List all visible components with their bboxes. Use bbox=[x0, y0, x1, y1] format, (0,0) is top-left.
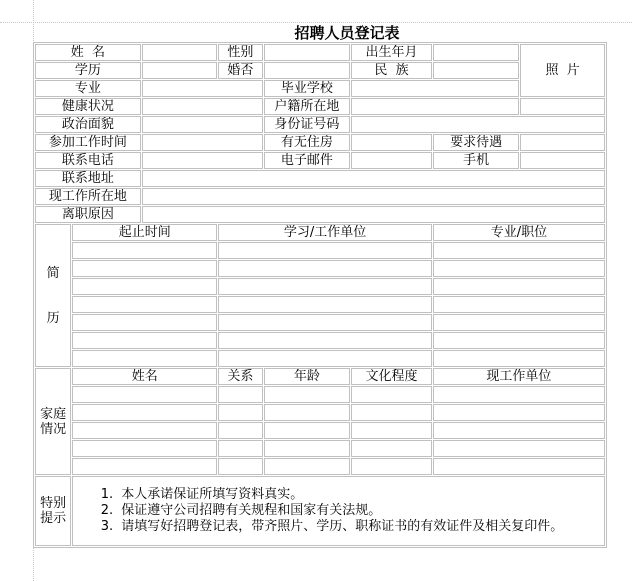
political-field[interactable] bbox=[142, 116, 263, 133]
family-age-field[interactable] bbox=[264, 440, 351, 457]
resume-period-field[interactable] bbox=[72, 332, 217, 349]
family-header-row bbox=[35, 368, 605, 385]
resume-row bbox=[35, 296, 605, 313]
row-political bbox=[35, 116, 605, 133]
row-health bbox=[35, 98, 605, 115]
work-start-label: 参加工作时间 bbox=[35, 134, 141, 151]
photo-placeholder[interactable]: 照 片 bbox=[520, 44, 605, 97]
family-workplace-field[interactable] bbox=[433, 422, 605, 439]
ethnicity-label: 民 族 bbox=[351, 62, 432, 79]
resume-position-field[interactable] bbox=[433, 350, 605, 367]
resume-position-field[interactable] bbox=[433, 260, 605, 277]
major-label: 专业 bbox=[35, 80, 141, 97]
notes-label-line2: 提示 bbox=[40, 511, 67, 526]
family-section-label bbox=[35, 368, 71, 475]
family-relation-field[interactable] bbox=[218, 440, 262, 457]
work-start-field[interactable] bbox=[142, 134, 263, 151]
health-label: 健康状况 bbox=[35, 98, 141, 115]
resume-period-field[interactable] bbox=[72, 296, 217, 313]
education-label: 学历 bbox=[35, 62, 141, 79]
row-address bbox=[35, 170, 605, 187]
family-row bbox=[35, 386, 605, 403]
marital-label: 婚否 bbox=[218, 62, 262, 79]
address-field[interactable] bbox=[142, 170, 605, 187]
resume-position-field[interactable] bbox=[433, 242, 605, 259]
title-text: 招聘人员登记表 bbox=[294, 24, 400, 42]
phone-label: 联系电话 bbox=[35, 152, 141, 169]
resume-label-line2: 历 bbox=[46, 310, 60, 326]
work-location-label: 现工作所在地 bbox=[35, 188, 141, 205]
address-label: 联系地址 bbox=[35, 170, 141, 187]
family-relation-field[interactable] bbox=[218, 386, 262, 403]
ethnicity-field[interactable] bbox=[433, 62, 520, 79]
resume-col-period: 起止时间 bbox=[72, 224, 217, 241]
id-field[interactable] bbox=[351, 116, 605, 133]
salary-field[interactable] bbox=[520, 134, 605, 151]
resume-organization-field[interactable] bbox=[218, 296, 431, 313]
note-item: 2. 保证遵守公司招聘有关规程和国家有关法规。 bbox=[117, 503, 600, 519]
id-label: 身份证号码 bbox=[264, 116, 351, 133]
family-age-field[interactable] bbox=[264, 404, 351, 421]
family-age-field[interactable] bbox=[264, 458, 351, 475]
family-relation-field[interactable] bbox=[218, 458, 262, 475]
family-education-field[interactable] bbox=[351, 404, 432, 421]
name-field[interactable] bbox=[142, 44, 218, 61]
resume-row bbox=[35, 314, 605, 331]
family-education-field[interactable] bbox=[351, 386, 432, 403]
housing-field[interactable] bbox=[351, 134, 432, 151]
family-col-workplace: 现工作单位 bbox=[433, 368, 605, 385]
work-location-field[interactable] bbox=[142, 188, 605, 205]
gender-label: 性别 bbox=[218, 44, 262, 61]
row-phone bbox=[35, 152, 605, 169]
mobile-field[interactable] bbox=[520, 152, 605, 169]
birth-label: 出生年月 bbox=[351, 44, 432, 61]
family-education-field[interactable] bbox=[351, 458, 432, 475]
family-col-relation: 关系 bbox=[218, 368, 262, 385]
family-name-field[interactable] bbox=[72, 458, 217, 475]
birth-field[interactable] bbox=[433, 44, 520, 61]
resume-period-field[interactable] bbox=[72, 260, 217, 277]
resume-col-position: 专业/职位 bbox=[433, 224, 605, 241]
family-row bbox=[35, 404, 605, 421]
row-name bbox=[35, 44, 605, 61]
family-name-field[interactable] bbox=[72, 386, 217, 403]
notes-row bbox=[35, 476, 605, 546]
resume-period-field[interactable] bbox=[72, 350, 217, 367]
resume-organization-field[interactable] bbox=[218, 260, 431, 277]
family-workplace-field[interactable] bbox=[433, 458, 605, 475]
family-age-field[interactable] bbox=[264, 422, 351, 439]
row-work-start bbox=[35, 134, 605, 151]
resume-col-organization: 学习/工作单位 bbox=[218, 224, 431, 241]
document-title bbox=[0, 23, 632, 43]
housing-label: 有无住房 bbox=[264, 134, 351, 151]
gender-field[interactable] bbox=[264, 44, 351, 61]
mobile-label: 手机 bbox=[433, 152, 520, 169]
resume-row bbox=[35, 260, 605, 277]
notes-section-label bbox=[35, 476, 71, 546]
salary-label: 要求待遇 bbox=[433, 134, 520, 151]
family-workplace-field[interactable] bbox=[433, 386, 605, 403]
registration-form-table bbox=[33, 42, 607, 548]
family-workplace-field[interactable] bbox=[433, 404, 605, 421]
resume-row bbox=[35, 350, 605, 367]
resume-label-line1: 简 bbox=[46, 265, 60, 281]
note-item: 3. 请填写好招聘登记表，带齐照片、学历、职称证书的有效证件及相关复印件。 bbox=[117, 519, 600, 535]
family-col-education: 文化程度 bbox=[351, 368, 432, 385]
notes-list bbox=[93, 487, 600, 535]
row-leave-reason bbox=[35, 206, 605, 223]
family-education-field[interactable] bbox=[351, 440, 432, 457]
resume-organization-field[interactable] bbox=[218, 350, 431, 367]
resume-position-field[interactable] bbox=[433, 332, 605, 349]
email-field[interactable] bbox=[351, 152, 432, 169]
leave-reason-label: 离职原因 bbox=[35, 206, 141, 223]
hukou-field[interactable] bbox=[351, 98, 519, 115]
school-label: 毕业学校 bbox=[264, 80, 351, 97]
family-relation-field[interactable] bbox=[218, 422, 262, 439]
phone-field[interactable] bbox=[142, 152, 263, 169]
political-label: 政治面貌 bbox=[35, 116, 141, 133]
hukou-label: 户籍所在地 bbox=[264, 98, 351, 115]
resume-position-field[interactable] bbox=[433, 314, 605, 331]
family-col-name: 姓名 bbox=[72, 368, 217, 385]
resume-row bbox=[35, 242, 605, 259]
education-field[interactable] bbox=[142, 62, 218, 79]
family-row bbox=[35, 422, 605, 439]
resume-period-field[interactable] bbox=[72, 314, 217, 331]
family-education-field[interactable] bbox=[351, 422, 432, 439]
major-field[interactable] bbox=[142, 80, 263, 97]
family-label-line2: 情况 bbox=[40, 421, 67, 437]
marital-field[interactable] bbox=[264, 62, 351, 79]
resume-organization-field[interactable] bbox=[218, 332, 431, 349]
name-label: 姓 名 bbox=[35, 44, 141, 61]
notes-content bbox=[72, 476, 605, 546]
resume-section-label bbox=[35, 224, 71, 367]
family-name-field[interactable] bbox=[72, 422, 217, 439]
family-col-age: 年龄 bbox=[264, 368, 351, 385]
family-name-field[interactable] bbox=[72, 440, 217, 457]
leave-reason-field[interactable] bbox=[142, 206, 605, 223]
email-label: 电子邮件 bbox=[264, 152, 351, 169]
family-relation-field[interactable] bbox=[218, 404, 262, 421]
resume-row bbox=[35, 278, 605, 295]
resume-period-field[interactable] bbox=[72, 278, 217, 295]
health-field[interactable] bbox=[142, 98, 263, 115]
note-item: 1. 本人承诺保证所填写资料真实。 bbox=[117, 487, 600, 503]
family-name-field[interactable] bbox=[72, 404, 217, 421]
resume-organization-field[interactable] bbox=[218, 314, 431, 331]
resume-organization-field[interactable] bbox=[218, 242, 431, 259]
family-workplace-field[interactable] bbox=[433, 440, 605, 457]
resume-row bbox=[35, 332, 605, 349]
family-row bbox=[35, 458, 605, 475]
notes-label-line1: 特别 bbox=[40, 496, 67, 511]
family-age-field[interactable] bbox=[264, 386, 351, 403]
family-row bbox=[35, 440, 605, 457]
row-work-location bbox=[35, 188, 605, 205]
resume-position-field[interactable] bbox=[433, 278, 605, 295]
resume-organization-field[interactable] bbox=[218, 278, 431, 295]
school-field[interactable] bbox=[351, 80, 519, 97]
resume-header-row bbox=[35, 224, 605, 241]
resume-position-field[interactable] bbox=[433, 296, 605, 313]
family-label-line1: 家庭 bbox=[40, 406, 67, 422]
hukou-extra-field[interactable] bbox=[520, 98, 605, 115]
resume-period-field[interactable] bbox=[72, 242, 217, 259]
